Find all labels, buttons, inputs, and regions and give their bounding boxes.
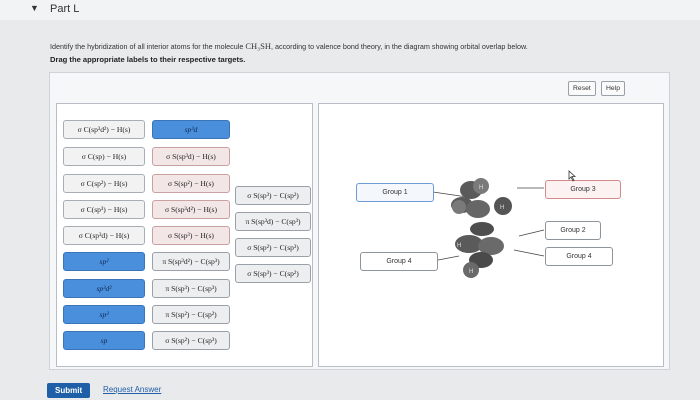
atom-label: H: [479, 185, 484, 191]
atom-label: H: [469, 269, 474, 275]
atom-label: H: [457, 243, 462, 249]
label-option[interactable]: σ S(sp²) − C(sp³): [152, 331, 230, 350]
label-option[interactable]: σ S(sp³d²) − H(s): [152, 200, 230, 219]
group-1-target[interactable]: Group 1: [356, 183, 434, 202]
part-header: [0, 0, 700, 20]
label-option[interactable]: π S(sp³d) − C(sp³): [235, 212, 311, 231]
group-4-target-right[interactable]: Group 4: [545, 247, 613, 266]
label-option[interactable]: σ C(sp³) − H(s): [63, 200, 145, 219]
group-4-target[interactable]: Group 4: [360, 252, 438, 271]
caret-down-icon[interactable]: ▼: [30, 3, 39, 13]
hybridization-label[interactable]: sp²: [63, 252, 145, 271]
label-bank: [56, 103, 313, 367]
group-3-target[interactable]: Group 3: [545, 180, 621, 199]
label-option[interactable]: σ S(sp³) − C(sp²): [235, 264, 311, 283]
label-option[interactable]: σ S(sp²) − C(sp³): [235, 238, 311, 257]
hybridization-label[interactable]: sp: [63, 331, 145, 350]
drag-drop-panel: [49, 72, 670, 370]
label-option[interactable]: σ C(sp) − H(s): [63, 147, 145, 166]
orbital-diagram: [318, 103, 664, 367]
atom-label: H: [500, 205, 505, 211]
label-option[interactable]: π S(sp²) − C(sp²): [152, 305, 230, 324]
label-option[interactable]: σ C(sp³d²) − H(s): [63, 120, 145, 139]
molecule-formula: CH₃SH: [245, 41, 271, 51]
label-option[interactable]: π S(sp³) − C(sp³): [152, 279, 230, 298]
instruction-text: Identify the hybridization of all interior atoms for the molecule CH₃SH, according to valence bond theory, in the diagram showing orbital overlap below.: [50, 41, 528, 51]
label-option[interactable]: σ S(sp³) − H(s): [152, 226, 230, 245]
drag-hint: Drag the appropriate labels to their respective targets.: [50, 55, 246, 64]
label-option[interactable]: π S(sp³d²) − C(sp³): [152, 252, 230, 271]
label-option[interactable]: σ S(sp²) − H(s): [152, 174, 230, 193]
label-option[interactable]: σ C(sp²) − H(s): [63, 174, 145, 193]
hybridization-label[interactable]: sp³d²: [63, 279, 145, 298]
hybridization-label[interactable]: sp³d: [152, 120, 230, 139]
group-2-target[interactable]: Group 2: [545, 221, 601, 240]
orbital-overlap-figure: [319, 104, 663, 366]
submit-button[interactable]: Submit: [47, 383, 90, 398]
label-option[interactable]: σ S(sp³d) − H(s): [152, 147, 230, 166]
reset-button[interactable]: Reset: [568, 81, 596, 96]
help-button[interactable]: Help: [601, 81, 625, 96]
label-option[interactable]: σ C(sp³d) − H(s): [63, 226, 145, 245]
part-title[interactable]: Part L: [50, 3, 80, 15]
request-answer-link[interactable]: Request Answer: [103, 385, 162, 394]
label-option[interactable]: σ S(sp³) − C(sp²): [235, 186, 311, 205]
hand-cursor-icon: [567, 170, 577, 182]
hybridization-label[interactable]: sp³: [63, 305, 145, 324]
